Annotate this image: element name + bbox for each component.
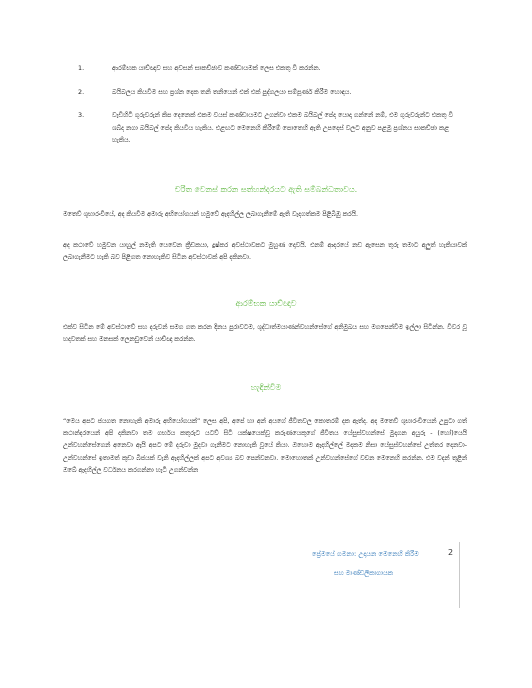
footer-subtitle: සහ මාණ්ඩලිකාගායක	[334, 569, 393, 577]
paragraph-introduction: “මෙය අපට ජයගත නොහැකි අමාරු අභියෝගයක්” ලෙස අපි, අපේ හා අන් අයගේ ජීවිතවල කොතරම් දක ඇත්ද. අද මතෙව් ශුභාරංචියෙන් උපුටා ගත් කථාන්දරයෙන් අපි දකිනවා තම ගර්භය කතුරුට යටව් සිටි යක්ෂයෙක්වූ කරුණයෙකුගේ ජීවිතය යේසුස්වහන්සේ මුදාගන අයුරු - (හෝ)යෙයි උන්වහන්සේගෙන් අනෙවා ඇයි අපට මේ දරුවා මුදවා ගැනීමට නොහැකි වූයේ කියා. ඔහොම ඇදහිල්ලේ මදකම නිසා යේසුස්වහන්සේ උත්තර දෙනවා- උන්වහන්සේ ඉතාමත් කුඩා බීජයක් වැනි ඇදහිල්ලක් අපට අවශ්‍ය බව පෙන්වනවා. මොහොතක් උන්වහන්සේගේ වචන මෙනෙහි කරන්න. එම වදන් තුළින් ඔබේ ඇදහිල්ල වර්ධනය කරගන්නා හැටි උගන්වන්න	[63, 418, 467, 474]
paragraph-intro-2: අද කථාවේ හමුවන යාහුල් නමැති යෙවෙන ක්‍රීඩකයා, දුෂ්කර අවස්ථාවකට මුහුණ දොවයි. එනම් ආදරයේ නඩ ඇසෙන තුරු තමාට අලුත් හැකියාවක් ලබාගැනීමට හැකි බව පිළිගත නොහැකිව සිටින අවස්ථාවක් අපි දකිනවා.	[63, 242, 467, 262]
page-number: 2	[448, 548, 454, 557]
footer-divider	[459, 542, 460, 608]
paragraph-opening-prayer: එක්ව සිටින මේ අවස්ථාවේ සහ දරුවන් සමග ගත කරන දිනය පුරාවටම, ශුද්ධාත්මයාණන්වහන්සේගේ අනිමුඛය සහ මගපෙන්වීම ඉල්ලා සිටින්න. විවර වූ හදවතක් සහ මනසක් ලෙනඩුවෙන් යාච්ඥා කරන්න.	[63, 324, 467, 344]
footer-title: ප්‍රේමයේ ගමනා: උදායන මෙනෙහි කිරීම	[312, 550, 419, 558]
section-heading-connection: චරිත වෙනස් කරන සත්හන්දරයට ඇති සම්බන්ධතාවය.	[174, 185, 358, 194]
paragraph-intro-1: මතෙව් ශුභාරංචියේ, අද කියවීම අමාරු අභියෝගයන් හමුවේ ඇදහිල්ල ලබාගැනීමේ ඇති වැදගත්කම පිළිබිඹු කරයි.	[63, 211, 359, 218]
list-number: 2.	[78, 87, 85, 96]
list-text: බයිබලය කියවීම සහ ප්‍රශ්න දෙක තනි තනියෙන් එක් එක් පුද්ගලයා සම්පූර්ණ කිරීම හොඳය.	[112, 87, 352, 96]
list-text: වැඩිහිටි ගුරුවරුන් කිප දෙනෙක් එකම වයස් කණ්ඩායමට උගන්වා එකම බයිබල් පේද යොදා ගන්නේ නම්, එම ගුරුවරුන්ට එකතු වී ශබ්ද නගා බයිබල් පේද කියවිය හැකිය. එළඟට මෙනෙහි කිරීමේ පොතෙහි ඇති උපදෙස් වලට අනුව පළමු ප්‍රශ්නය සාකච්ඡා කළ හැකිය.	[112, 111, 454, 144]
instruction-list	[78, 62, 458, 158]
list-number: 1.	[78, 64, 85, 72]
list-item	[78, 109, 458, 147]
section-heading-introduction: හැඳින්වීම	[250, 383, 282, 392]
list-item	[78, 62, 458, 75]
list-item	[78, 86, 458, 99]
list-number: 3.	[78, 111, 85, 119]
list-text: ආරම්භක යාච්ඥාව සහ අවසන් සාකච්ඡාව කණ්ඩායමක් ලෙස එකතු වී කරන්න.	[112, 64, 321, 72]
section-heading-opening-prayer: ආරම්භක යාච්ඥාව	[235, 299, 297, 308]
